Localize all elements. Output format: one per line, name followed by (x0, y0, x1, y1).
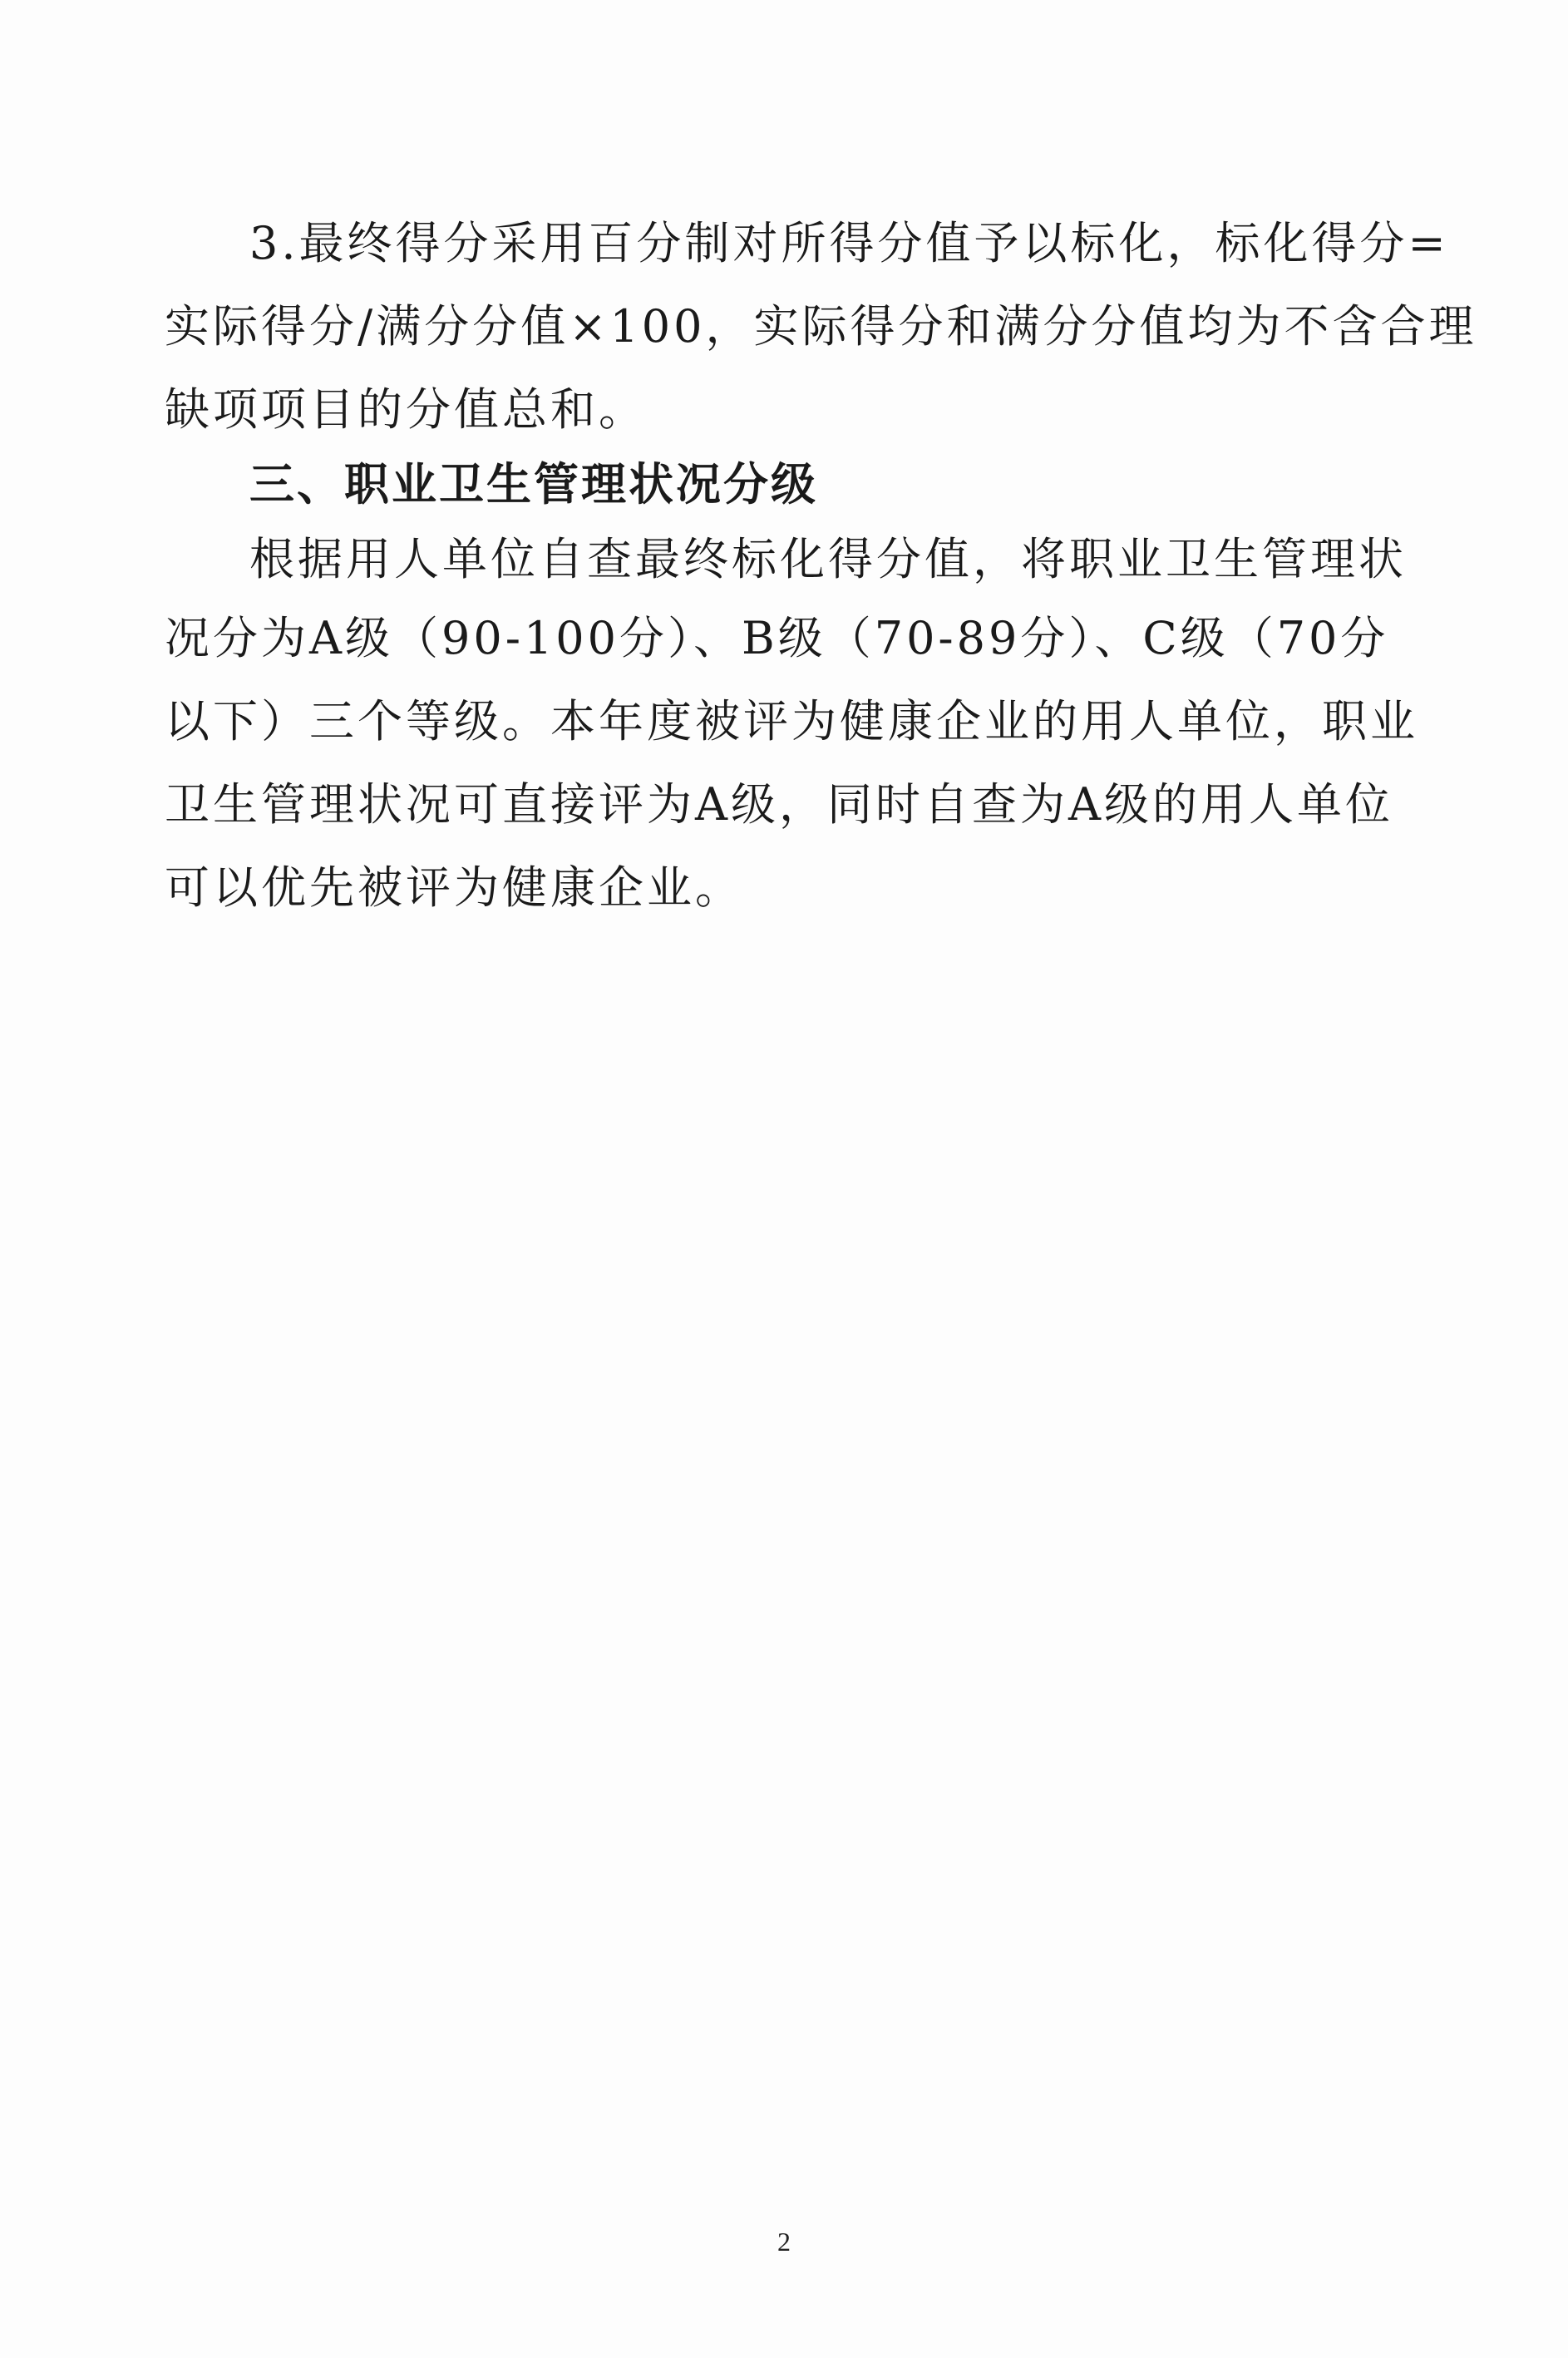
page-number: 2 (777, 2227, 791, 2257)
section-paragraph-line-4: 卫生管理状况可直接评为A级，同时自查为A级的用人单位 (165, 778, 1393, 831)
section-paragraph-line-5: 可以优先被评为健康企业。 (165, 861, 743, 914)
paragraph-3-line-2: 实际得分/满分分值×100，实际得分和满分分值均为不含合理 (165, 300, 1477, 353)
section-paragraph-line-2: 况分为A级（90-100分）、B级（70-89分）、C级（70分 (165, 612, 1389, 664)
paragraph-3-line-1: 3.最终得分采用百分制对所得分值予以标化，标化得分= (249, 217, 1449, 269)
section-paragraph-line-1: 根据用人单位自查最终标化得分值，将职业卫生管理状 (249, 533, 1407, 585)
paragraph-3-line-3: 缺项项目的分值总和。 (165, 383, 647, 436)
section-paragraph-line-3: 以下）三个等级。本年度被评为健康企业的用人单位，职业 (165, 695, 1418, 747)
section-heading: 三、职业卫生管理状况分级 (249, 458, 818, 511)
